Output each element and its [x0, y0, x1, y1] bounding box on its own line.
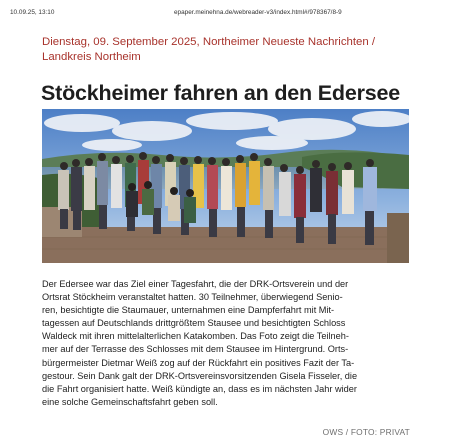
body-line: Der Edersee war das Ziel einer Tagesfahrt, die der DRK-Ortsverein und der	[42, 279, 349, 289]
body-line: eine solche Gemeinschaftsfahrt geben soll.	[42, 396, 218, 407]
body-line: mer auf der Terrasse des Schlosses mit dem Stausee im Hintergrund. Orts-	[42, 344, 349, 355]
body-line: gestour. Sein Dank galt der DRK-Ortsvereinsvorsitzenden Gisela Fisseler, die	[42, 370, 358, 381]
article-dateline: Dienstag, 09. September 2025, Northeimer Neueste Nachrichten / Landkreis Northeim	[42, 36, 376, 63]
photo-credit: OWS / FOTO: PRIVAT	[322, 427, 410, 437]
group-photo-illustration	[42, 109, 409, 263]
body-line: ren, besichtigte die Staumauer, unternahmen eine Dampferfahrt mit Mit-	[42, 305, 335, 316]
body-line: bürgermeister Dietmar Weiß zog auf der Rückfahrt ein positives Fazit der Ta-	[42, 357, 355, 368]
print-datetime: 10.09.25, 13:10	[10, 9, 55, 16]
body-line: Waldeck mit ihren mittelalterlichen Katakomben. Das Foto zeigt die Teilneh-	[42, 331, 349, 342]
article-body	[42, 278, 410, 409]
body-line: tagessen auf Deutschlands drittgrößtem Stausee und besichtigten Schloss	[42, 318, 346, 329]
body-line: die Fahrt organisiert hatte. Weiß kündigte an, dass es im nächsten Jahr wider	[42, 383, 357, 394]
group-photo	[42, 109, 409, 263]
article-headline: Stöckheimer fahren an den Edersee	[41, 81, 401, 105]
body-line: Ortsrat Stöckheim veranstaltet hatten. 30 Teilnehmer, überwiegend Senio-	[42, 292, 343, 303]
print-url: epaper.meinehna.de/webreader-v3/index.html#/978367/8-9	[174, 9, 342, 16]
